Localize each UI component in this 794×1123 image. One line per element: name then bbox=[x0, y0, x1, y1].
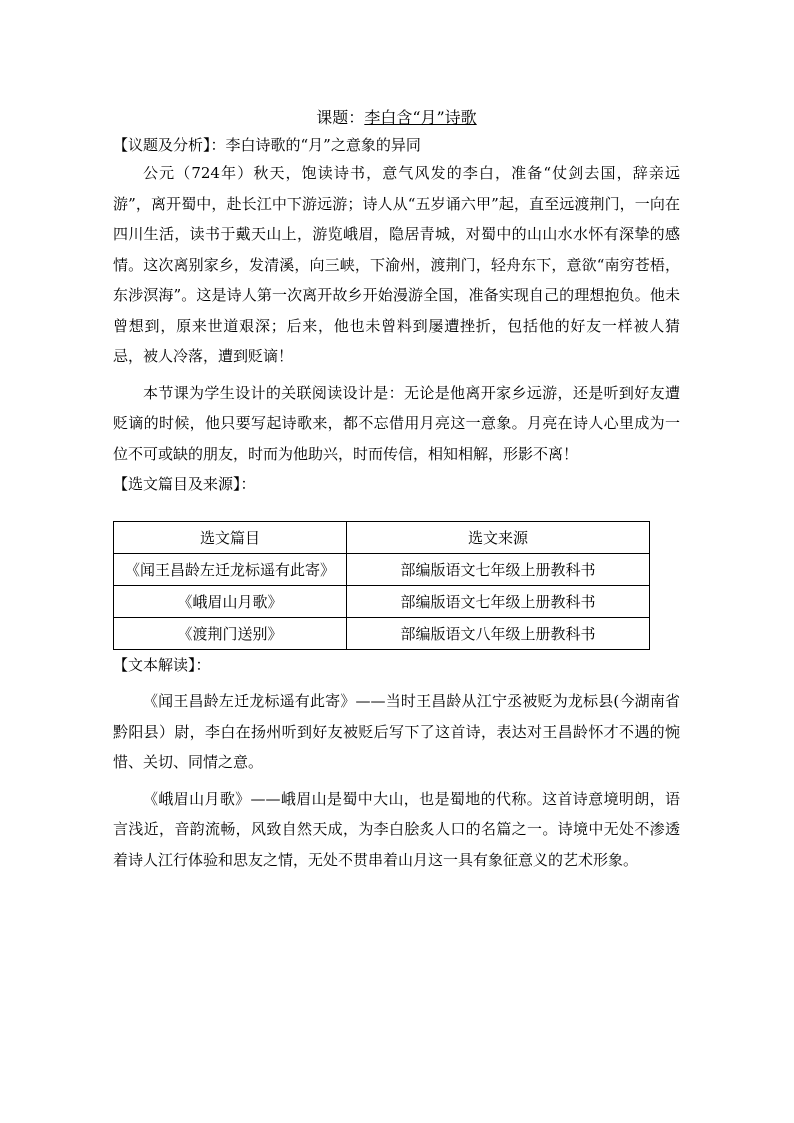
table-cell-source: 部编版语文七年级上册教科书 bbox=[347, 554, 650, 586]
document-page bbox=[113, 104, 680, 875]
table-cell-title: 《峨眉山月歌》 bbox=[114, 586, 347, 618]
table-row bbox=[114, 586, 650, 618]
table-header-row bbox=[114, 522, 650, 554]
title-prefix: 课题： bbox=[316, 108, 365, 127]
section-heading-analysis: 【议题及分析】：李白诗歌的“月”之意象的异同 bbox=[113, 136, 421, 154]
table-cell-source: 部编版语文八年级上册教科书 bbox=[347, 618, 650, 650]
table-cell-source: 部编版语文七年级上册教科书 bbox=[347, 586, 650, 618]
table-header-title: 选文篇目 bbox=[114, 522, 347, 554]
paragraph-interpretation-2: 《峨眉山月歌》——峨眉山是蜀中大山，也是蜀地的代称。这首诗意境明朗，语言浅近，音韵流畅，风致自然天成，为李白脍炙人口的名篇之一。诗境中无处不渗透着诗人江行体验和思友之情，无处不贯串着山月这一具有象征意义的艺术形象。 bbox=[113, 789, 680, 869]
table-header-source: 选文来源 bbox=[347, 522, 650, 554]
table-cell-title: 《渡荆门送别》 bbox=[114, 618, 347, 650]
source-table bbox=[113, 521, 650, 650]
table-row bbox=[114, 554, 650, 586]
page-title bbox=[113, 104, 680, 132]
title-main: 李白含“月”诗歌 bbox=[364, 108, 477, 127]
table-row bbox=[114, 618, 650, 650]
section-heading-sources: 【选文篇目及来源】： bbox=[113, 475, 256, 493]
paragraph-interpretation-1: 《闻王昌龄左迁龙标遥有此寄》——当时王昌龄从江宁丞被贬为龙标县(今湖南省黔阳县）尉，李白在扬州听到好友被贬后写下了这首诗，表达对王昌龄怀才不遇的惋惜、关切、同情之意。 bbox=[113, 692, 680, 771]
section-heading-interpretation: 【文本解读】： bbox=[113, 656, 211, 674]
table-cell-title: 《闻王昌龄左迁龙标遥有此寄》 bbox=[114, 554, 347, 586]
paragraph-background: 公元（724年）秋天，饱读诗书，意气风发的李白，准备“仗剑去国，辞亲远游”，离开蜀中，赴长江中下游远游；诗人从“五岁诵六甲”起，直至远渡荆门，一向在四川生活，读书于戴天山上，游览峨眉，隐居青城，对蜀中的山山水水怀有深挚的感情。这次离别家乡，发清溪，向三峡，下渝州，渡荆门，轻舟东下，意欲“南穷苍梧，东涉溟海”。这是诗人第一次离开故乡开始漫游全国，准备实现自己的理想抱负。他未曾想到，原来世道艰深；后来，他也未曾料到屡遭挫折，包括他的好友一样被人猜忌，被人冷落，遭到贬谪！ bbox=[113, 164, 680, 365]
paragraph-design: 本节课为学生设计的关联阅读设计是：无论是他离开家乡远游，还是听到好友遭贬谪的时候，他只要写起诗歌来，都不忘借用月亮这一意象。月亮在诗人心里成为一位不可或缺的朋友，时而为他助兴，时而传信，相知相解，形影不离！ bbox=[113, 383, 680, 463]
